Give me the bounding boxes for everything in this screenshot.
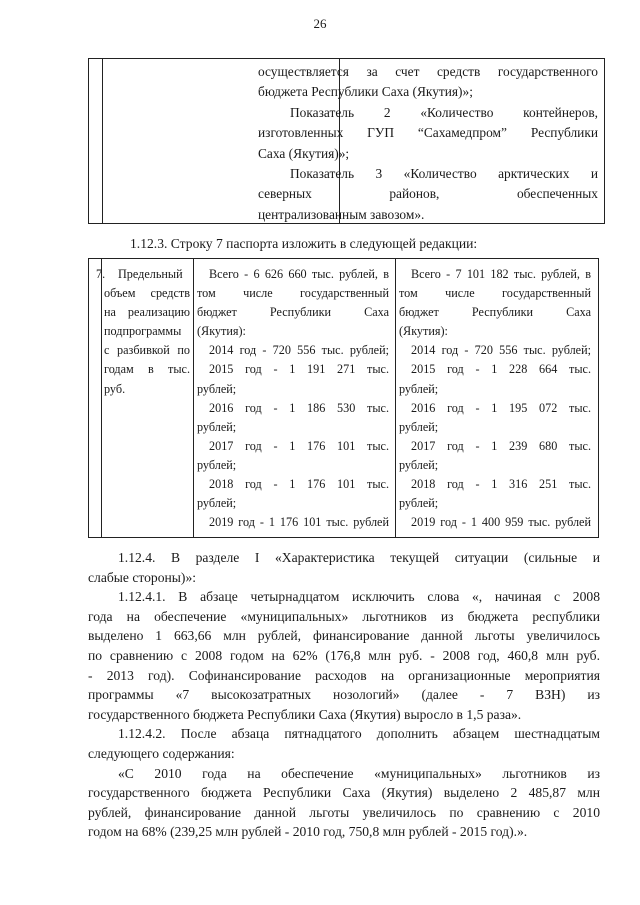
text-line: централизованным завозом». xyxy=(258,206,425,222)
text-line: 2015 год - 1 228 664 тыс. xyxy=(411,362,591,377)
text-line: 2014 год - 720 556 тыс. рублей; xyxy=(209,343,389,358)
text-line: бюджет Республики Саха xyxy=(399,305,591,320)
text-line: Показатель 3 «Количество арктических и xyxy=(290,166,598,182)
text-line: 2017 год - 1 239 680 тыс. xyxy=(411,438,591,453)
table-cell-number xyxy=(89,59,103,223)
text-line: выделено 1 663,66 млн рублей, финансирование данной льготы увеличилось xyxy=(88,628,600,644)
page-number: 26 xyxy=(313,16,327,31)
text-line: осуществляется за счет средств государственного xyxy=(258,64,598,79)
text-line: 1.12.4. В разделе I «Характеристика текущей ситуации (сильные и xyxy=(118,550,600,565)
text-line: 2016 год - 1 195 072 тыс. xyxy=(411,400,591,415)
text-line: годам в тыс. xyxy=(104,362,190,377)
row-number: 7. xyxy=(96,267,106,281)
text-line: (Якутия): xyxy=(399,324,448,339)
text-line: 2019 год - 1 400 959 тыс. рублей xyxy=(411,515,591,530)
body-paragraphs xyxy=(88,548,600,842)
text-line: 2016 год - 1 186 530 тыс. xyxy=(209,400,389,415)
text-line: бюджет Республики Саха xyxy=(197,305,389,320)
text-line: 2019 год - 1 176 101 тыс. рублей xyxy=(209,515,389,530)
text-line: Всего - 6 626 660 тыс. рублей, в xyxy=(209,267,389,281)
text-line: руб. xyxy=(104,381,126,396)
new-values-column xyxy=(399,265,591,532)
text-line: года на обеспечение «муниципальных» льготников из бюджета республики xyxy=(88,608,600,624)
text-line: рублей; xyxy=(399,496,439,511)
text-line: рублей; xyxy=(399,381,439,396)
text-line: том числе государственный xyxy=(197,286,389,301)
text-line: на реализацию xyxy=(104,305,190,320)
text-line: 2018 год - 1 316 251 тыс. xyxy=(411,477,591,492)
text-line: рублей, финансирование данной льготы увеличилось по сравнению с 2010 xyxy=(88,804,600,820)
text-line: том числе государственный xyxy=(399,286,591,301)
text-line: с разбивкой по xyxy=(104,343,190,358)
paragraph-1-12-3: 1.12.3. Строку 7 паспорта изложить в следующей редакции: xyxy=(130,236,478,251)
text-line: следующего содержания: xyxy=(88,745,235,761)
text-line: 2017 год - 1 176 101 тыс. xyxy=(209,438,389,453)
text-line: рублей; xyxy=(197,419,237,434)
table-divider xyxy=(193,259,194,537)
text-line: «С 2010 года на обеспечение «муниципальных» льготников из xyxy=(118,765,600,781)
text-line: 1.12.4.1. В абзаце четырнадцатом исключить слова «, начиная с 2008 xyxy=(118,589,600,605)
text-line: государственного бюджета Республики Саха (Якутия) выросло в 1,5 раза». xyxy=(88,706,522,722)
text-line: Саха (Якутия)»; xyxy=(258,145,350,161)
text-line: рублей; xyxy=(197,457,237,472)
text-line: рублей; xyxy=(197,496,237,511)
row-label xyxy=(104,265,190,399)
text-line: Показатель 2 «Количество контейнеров, xyxy=(290,104,598,120)
text-line: рублей; xyxy=(197,381,237,396)
previous-table-text xyxy=(258,62,598,225)
table-divider xyxy=(395,259,396,537)
text-line: рублей; xyxy=(399,419,439,434)
text-line: (Якутия): xyxy=(197,324,246,339)
text-line: 2018 год - 1 176 101 тыс. xyxy=(209,477,389,492)
text-line: объем средств xyxy=(104,286,190,301)
text-line: северных районов, обеспеченных xyxy=(258,186,598,202)
table-divider xyxy=(101,259,102,537)
old-values-column xyxy=(197,265,389,532)
text-line: 1.12.4.2. После абзаца пятнадцатого дополнить абзацем шестнадцатым xyxy=(118,726,600,742)
text-line: 2014 год - 720 556 тыс. рублей; xyxy=(411,343,591,358)
text-line: по сравнению с 2008 годом на 62% (176,8 млн руб. - 2008 год, 460,8 млн руб. xyxy=(88,647,600,663)
text-line: Предельный xyxy=(118,267,183,281)
text-line: государственного бюджета Республики Саха (Якутия) выделено 2 485,87 млн xyxy=(88,785,600,801)
text-line: 2015 год - 1 191 271 тыс. xyxy=(209,362,389,377)
text-line: - 2013 год). Софинансирование расходов на организационные мероприятия xyxy=(88,667,600,683)
text-line: подпрограммы xyxy=(104,324,182,339)
text-line: слабые стороны)»: xyxy=(88,569,197,585)
text-line: изготовленных ГУП “Сахамедпром” Республики xyxy=(258,125,598,141)
text-line: программы «7 высокозатратных нозологий» (далее - 7 ВЗН) из xyxy=(88,687,600,703)
text-line: годом на 68% (239,25 млн рублей - 2010 год, 750,8 млн рублей - 2015 год).». xyxy=(88,824,528,840)
text-line: Всего - 7 101 182 тыс. рублей, в xyxy=(411,267,591,281)
text-line: рублей; xyxy=(399,457,439,472)
text-line: бюджета Республики Саха (Якутия)»; xyxy=(258,84,473,100)
